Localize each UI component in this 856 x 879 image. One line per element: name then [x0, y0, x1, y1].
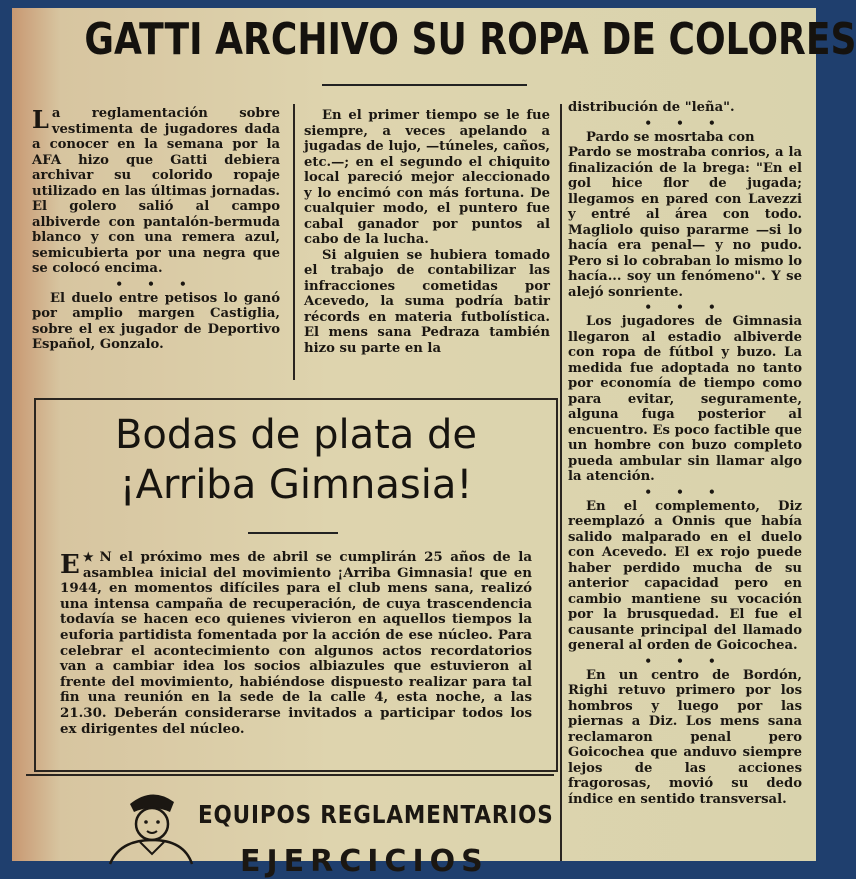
column-1-paragraph-2: El duelo entre petisos lo ganó por amplio margen Castiglia, sobre el ex jugador de Deportivo Español, Gonzalo.: [32, 290, 280, 352]
box-body: [60, 550, 532, 737]
section-dots: • • •: [644, 484, 726, 499]
column-3-line-dup: Pardo se mosrtaba con: [586, 129, 755, 145]
box-title-line-1: Bodas de plata de: [114, 412, 477, 458]
column-1: [32, 106, 280, 353]
column-3-paragraph-4: En un centro de Bordón, Righi retuvo primero por los hombros y luego por las piernas a Diz. Los mens sana reclamaron penal pero Goicochea que anduvo siempre lejos de las acciones fragorosas, movió su dedo índice en sentido transversal.: [568, 667, 802, 807]
column-3-paragraph-2: Los jugadores de Gimnasia llegaron al estadio albiverde con ropa de fútbol y buzo. La medida fue adoptada no tanto por economía de tiempo como para evitar, seguramente, alguna fuga posterior al encuentro. Es poco factible que un hombre con buzo completo pueda ambular sin llamar algo la atención.: [568, 314, 802, 484]
column-divider-1: [293, 104, 295, 380]
star-icon: ★: [82, 550, 97, 564]
box-title: [36, 410, 556, 510]
column-3-paragraph-3: En el complemento, Diz reemplazó a Onnis que había salido malparado en el duelo con Acevedo. El ex rojo puede haber perdido mucha de su anterior capacidad pero en cambio mantiene su vocación por la brusquedad. El fue el causante principal del llamado general al orden de Goicochea.: [568, 498, 802, 653]
section-dots: • • •: [644, 653, 726, 668]
box-title-line-2: ¡Arriba Gimnasia!: [119, 462, 473, 508]
column-2-paragraph-1: En el primer tiempo se le fue siempre, a veces apelando a jugadas de lujo, —túneles, caños, etc.—; en el segundo el chiquito local pareció mejor aleccionado y lo encimó con más fortuna. De cualquier modo, el puntero fue cabal ganador por puntos al cabo de la lucha.: [304, 108, 550, 247]
boxed-article: [34, 398, 558, 772]
column-2: [304, 108, 550, 356]
ad-title: EQUIPOS REGLAMENTARIOS: [198, 800, 554, 829]
paragraph-text: a reglamentación sobre vestimenta de jugadores dada a conocer en la semana por la AFA hizo que Gatti debiera archivar su colorido ropaje utilizado en las últimas jornadas. El golero salió al campo albiverde con pantalón-bermuda blanco y con una remera azul, semicubierta por una negra que se colocó encima.: [32, 106, 280, 276]
box-body-text: N el próximo mes de abril se cumplirán 25 años de la asamblea inicial del movimiento ¡Arriba Gimnasia! que en 1944, en momentos difíciles para el club mens sana, realizó una intensa campaña de recuperación, de cuya trascendencia todavía se hacen eco quienes vivieron en aquellos tiempos la euforia partidista fomentada por la acción de ese núcleo. Para celebrar el acontecimiento con algunos actos recordatorios van a cambiar idea los socios albiazules que estuvieron al frente del movimiento, habiéndose dispuesto realizar para tal fin una reunión en la sede de la calle 4, esta noche, a las 21.30. Deberán considerarse invitados a participar todos los ex dirigentes del núcleo.: [60, 549, 532, 737]
ad-divider: [26, 774, 554, 776]
column-1-paragraph-1: [32, 106, 280, 277]
advertisement: [90, 784, 554, 879]
box-drop-cap: E: [60, 550, 80, 580]
nurse-illustration-icon: [90, 784, 190, 864]
ad-subtitle: EJERCICIOS: [240, 844, 489, 879]
headline-rule: [322, 84, 527, 86]
column-3-paragraph-1: Pardo se mostraba conrios, a la finalización de la brega: "En el gol hice flor de jugada; llegamos en pared con Lavezzi y entré al área con todo. Magliolo quiso pararme —si lo hacía era penal— y no pudo. Pero si lo cobraban lo mismo lo hacía... soy un fenómeno". Y se alejó sonriente.: [568, 145, 802, 300]
drop-cap: L: [32, 105, 49, 134]
column-2-paragraph-2: Si alguien se hubiera tomado el trabajo de contabilizar las infracciones cometidas por Acevedo, la suma podría batir récords en materia futbolística. El mens sana Pedraza también hizo su parte en la: [304, 247, 550, 356]
section-dots: • • •: [115, 276, 197, 291]
newspaper-clipping: [12, 8, 856, 879]
box-title-rule: [248, 532, 338, 534]
column-divider-2: [560, 104, 562, 861]
headline: GATTI ARCHIVO SU ROPA DE COLORES: [84, 14, 856, 65]
section-dots: • • •: [644, 300, 726, 314]
column-3: [568, 100, 802, 807]
column-3-paragraph-0: distribución de "leña".: [568, 100, 735, 115]
section-dots: • • •: [644, 115, 726, 130]
